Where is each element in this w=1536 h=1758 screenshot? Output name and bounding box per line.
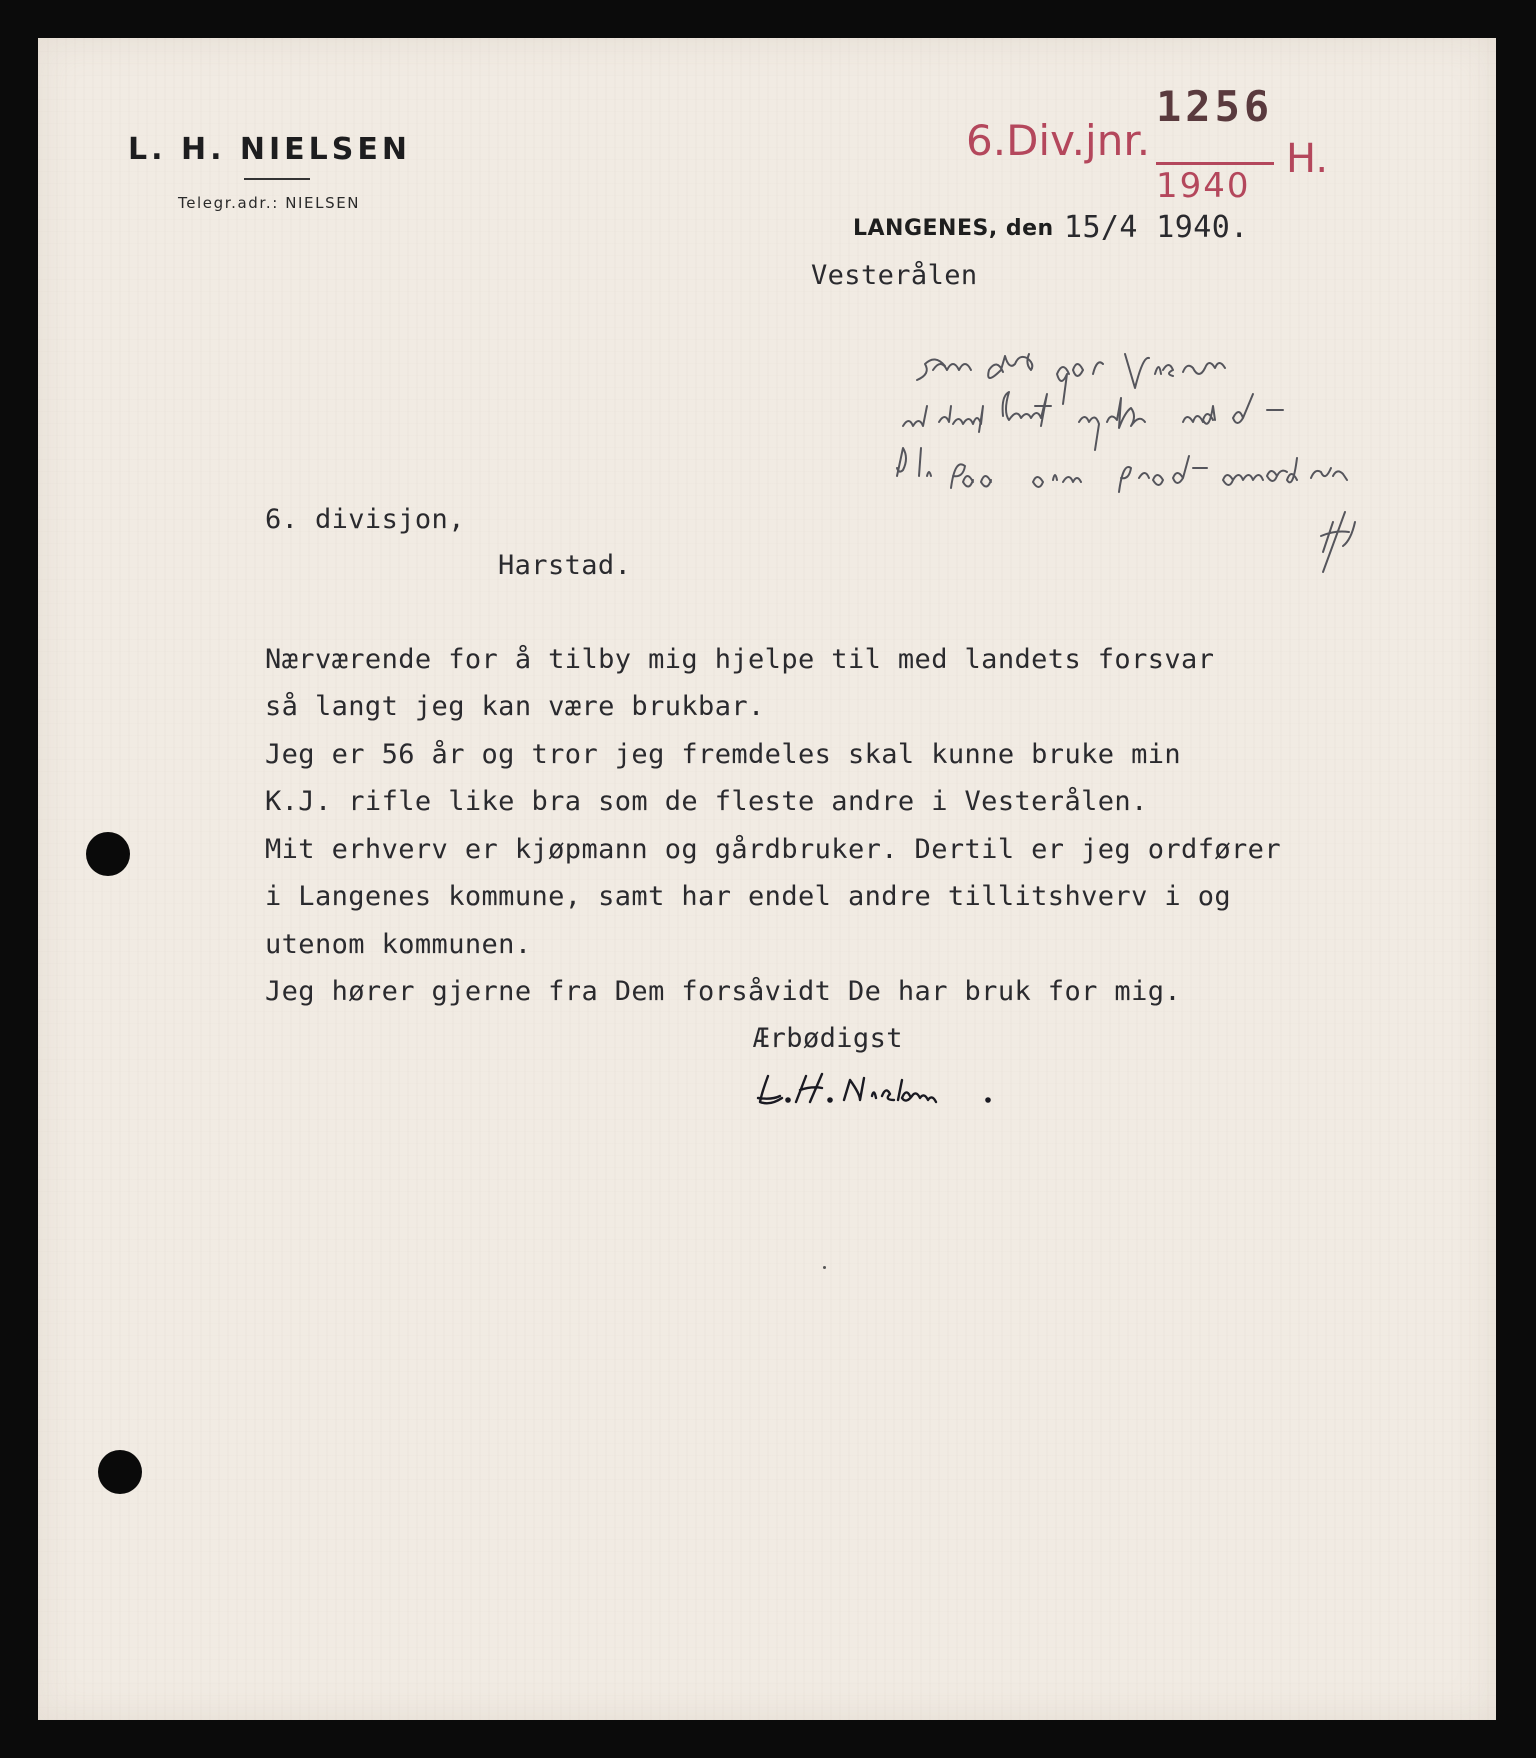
recipient-line-2: Harstad. [498, 550, 632, 581]
stamp-label: 6.Div.jnr. [966, 116, 1151, 165]
body-line-8: Jeg hører gjerne fra Dem forsåvidt De har bruk for mig. [265, 976, 1182, 1007]
handwritten-note [893, 326, 1473, 586]
signature [750, 1062, 1050, 1122]
punch-hole-upper [86, 832, 130, 876]
body-line-1: Nærværende for å tilby mig hjelpe til med landets forsvar [265, 644, 1215, 675]
body-line-4: K.J. rifle like bra som de fleste andre i Vesterålen. [265, 786, 1148, 817]
letterhead-name: L. H. NIELSEN [128, 132, 411, 167]
stamp-year: 1940 [1156, 166, 1251, 206]
stamp-number: 1256 [1156, 82, 1274, 131]
letterhead-telegram: Telegr.adr.: NIELSEN [178, 194, 361, 212]
dateline-date: 15/4 1940. [1064, 210, 1249, 245]
closing: Ærbødigst [753, 1023, 903, 1054]
body-line-2: så langt jeg kan være brukbar. [265, 691, 765, 722]
stamp-suffix: H. [1286, 136, 1329, 182]
body-line-6: i Langenes kommune, samt har endel andre tillitshverv i og [265, 881, 1232, 912]
ink-speck [823, 1266, 826, 1269]
dateline-region: Vesterålen [811, 260, 978, 291]
body-line-7: utenom kommunen. [265, 929, 532, 960]
letter-sheet [38, 38, 1496, 1720]
body-line-3: Jeg er 56 år og tror jeg fremdeles skal kunne bruke min [265, 739, 1182, 770]
letterhead-rule [244, 178, 310, 180]
stamp-rule [1156, 162, 1274, 165]
punch-hole-lower [98, 1450, 142, 1494]
dateline-place: LANGENES, den [853, 216, 1054, 241]
body-line-5: Mit erhverv er kjøpmann og gårdbruker. Dertil er jeg ordfører [265, 834, 1281, 865]
recipient-line-1: 6. divisjon, [265, 504, 465, 535]
